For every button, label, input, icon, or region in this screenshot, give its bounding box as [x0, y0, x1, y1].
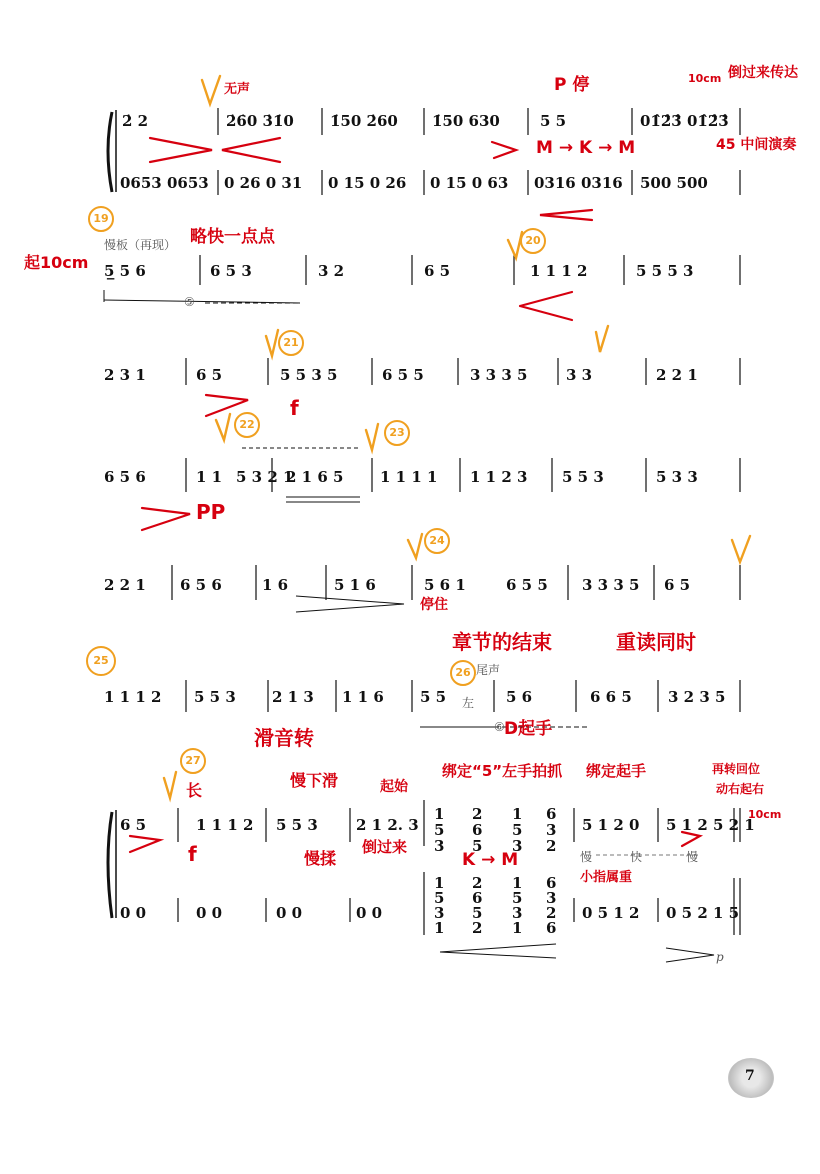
row2-bar-3: 6 5 [424, 262, 451, 280]
note-a12: 章节的结束 [452, 630, 552, 654]
note-a4: 倒过来传达 [728, 65, 798, 81]
staff1-upper-4: 5 5 [540, 112, 567, 130]
staff7-lower-6: 1 5 3 1 [512, 874, 523, 937]
row6-bar-1: 5 5 3 [194, 688, 236, 706]
note-a7: 略快一点点 [190, 227, 275, 247]
bar-number-21: 21 [278, 330, 304, 356]
staff1-lower-5: 500 500 [640, 174, 708, 192]
staff7-lower-2: 0 0 [276, 904, 303, 922]
bar-number-24: 24 [424, 528, 450, 554]
staff7-upper-4: 1 5 3 [434, 805, 445, 855]
note-a23: 绑定起手 [586, 762, 647, 780]
note-a26: 再转回位 [712, 762, 761, 776]
row4-bar-6: 5 5 3 [562, 468, 604, 486]
row2-bar-5: 5 5 5 3 [636, 262, 694, 280]
note-a13: 重读同时 [616, 630, 696, 654]
bar-number-19: 19 [88, 206, 114, 232]
bar-number-27: 27 [180, 748, 206, 774]
staff7-lower-8: 0 5 1 2 [582, 904, 640, 922]
row2-bar-4: 1 1 1 2 [530, 262, 588, 280]
tempo-slow-1: 慢 [580, 850, 593, 864]
note-a8: 起10cm [24, 253, 89, 272]
row3-bar-3: 6 5 5 [382, 366, 424, 384]
row5-bar-0: 2 2 1 [104, 576, 146, 594]
row5-bar-1: 6 5 6 [180, 576, 222, 594]
dynamic-p: p [716, 950, 724, 964]
note-a14: 滑音转 [254, 726, 314, 750]
row3-bar-4: 3 3 3 5 [470, 366, 528, 384]
staff7-upper-9: 5 1 2 5 2 1 [666, 816, 755, 834]
staff7-lower-9: 0 5 2 1 5 [666, 904, 740, 922]
bar-number-25: 25 [86, 646, 116, 676]
note-a21: 起始 [380, 779, 408, 795]
staff1-lower-0: 0653 0653 [120, 174, 209, 192]
tempo-marking: 慢板（再现） [104, 238, 177, 252]
note-a9: f [290, 396, 299, 420]
staff1-lower-2: 0 15 0 26 [328, 174, 407, 192]
row4-bar-7: 5 3 3 [656, 468, 698, 486]
staff7-upper-2: 5 5 3 [276, 816, 318, 834]
staff7-upper-8: 5 1 2 0 [582, 816, 640, 834]
staff1-lower-3: 0 15 0 63 [430, 174, 509, 192]
row5-bar-7: 6 5 [664, 576, 691, 594]
note-a2: P 停 [554, 75, 590, 95]
string-marker-5: ⑤ [184, 295, 195, 309]
tempo-fast: 快 [630, 850, 643, 864]
staff7-lower-5: 2 6 5 2 [472, 874, 483, 937]
row2-bar-0: 5̲ 5 6 [104, 262, 146, 280]
staff7-lower-7: 6 3 2 6 [546, 874, 557, 937]
staff1-upper-5: 01̂2̂3̂ 01̂2̂3̂ [640, 112, 729, 130]
staff1-lower-4: 0316 0316 [534, 174, 623, 192]
row2-bar-1: 6 5 3 [210, 262, 252, 280]
row3-bar-5: 3 3 [566, 366, 593, 384]
staff7-lower-1: 0 0 [196, 904, 223, 922]
note-a20: 倒过来 [362, 838, 408, 856]
note-a1: 无声 [224, 82, 251, 97]
row6-bar-0: 1 1 1 2 [104, 688, 162, 706]
row4-bar-4: 1 1 1 1 [380, 468, 438, 486]
row4-bar-2: 5 3 2 1 [236, 468, 294, 486]
staff1-upper-0: 2̇ 2 [122, 112, 149, 130]
staff7-lower-3: 0 0 [356, 904, 383, 922]
row6-bar-2: 2 1 3 [272, 688, 314, 706]
note-a17: f [188, 842, 197, 866]
staff1-upper-3: 1̇50 630 [432, 112, 500, 130]
bar-number-22: 22 [234, 412, 260, 438]
note-a28: 10cm [748, 808, 782, 821]
row4-bar-0: 6 5 6 [104, 468, 146, 486]
staff1-upper-1: 2̇6̇0 3̇1̇0 [226, 112, 294, 130]
bar-number-23: 23 [384, 420, 410, 446]
row5-bar-3: 5 1 6 [334, 576, 376, 594]
row2-bar-2: 3 2 [318, 262, 345, 280]
row5-bar-4: 5 6 1 [424, 576, 466, 594]
row5-bar-5: 6 5 5 [506, 576, 548, 594]
staff7-upper-5: 2 6 5 [472, 805, 483, 855]
staff1-upper-2: 1̇50 2̇60 [330, 112, 398, 130]
staff7-upper-0: 6 5 [120, 816, 147, 834]
bar-number-20: 20 [520, 228, 546, 254]
note-a11: 停住 [420, 597, 448, 613]
staff1-lower-1: 0 26 0 31 [224, 174, 303, 192]
row6-bar-8: 3 2 3 5 [668, 688, 726, 706]
row4-bar-1: 1 1 [196, 468, 223, 486]
note-a5: M → K → M [536, 138, 636, 158]
row3-bar-6: 2 2 1 [656, 366, 698, 384]
row6-bar-4: 5 5 [420, 688, 447, 706]
note-a10: PP [196, 500, 226, 524]
staff7-upper-1: 1 1 1 2 [196, 816, 254, 834]
row5-bar-6: 3 3 3 5 [582, 576, 640, 594]
row5-bar-2: 1 6 [262, 576, 289, 594]
note-a22: 绑定“5”左手拍抓 [442, 762, 563, 780]
note-a27: 动右起右 [716, 782, 765, 796]
bar-number-26: 26 [450, 660, 476, 686]
page-number: 7 [745, 1068, 755, 1084]
note-a24: K → M [462, 850, 519, 870]
tempo-slow-2: 慢 [686, 850, 699, 864]
staff7-upper-6: 1 5 3 [512, 805, 523, 855]
string-marker-6: ⑥ [494, 720, 505, 734]
row3-bar-2: 5 5 3 5 [280, 366, 338, 384]
staff7-upper-7: 6 3 2 [546, 805, 557, 855]
note-a6: 45 中间演奏 [716, 137, 797, 153]
row4-bar-3: 2 1 6 5 [286, 468, 344, 486]
staff7-lower-4: 1 5 3 1 [434, 874, 445, 937]
note-a19: 慢揉 [304, 849, 337, 868]
staff7-lower-0: 0 0 [120, 904, 147, 922]
note-a16: 长 [186, 781, 203, 800]
row4-bar-5: 1 1 2 3 [470, 468, 528, 486]
note-a15: D起手 [504, 719, 553, 739]
row6-bar-3: 1 1 6 [342, 688, 384, 706]
staff7-upper-3: 2 1 2. 3 [356, 816, 419, 834]
row3-bar-1: 6 5 [196, 366, 223, 384]
left-hand-label: 左 [462, 696, 475, 710]
note-a25: 小指属重 [580, 870, 633, 885]
row6-bar-6: 5 6 [506, 688, 533, 706]
note-a3: 10cm [688, 72, 722, 85]
row3-bar-0: 2 3 1 [104, 366, 146, 384]
note-a18: 慢下滑 [290, 771, 339, 790]
coda-label: 尾声 [476, 663, 501, 677]
row6-bar-7: 6 6 5 [590, 688, 632, 706]
